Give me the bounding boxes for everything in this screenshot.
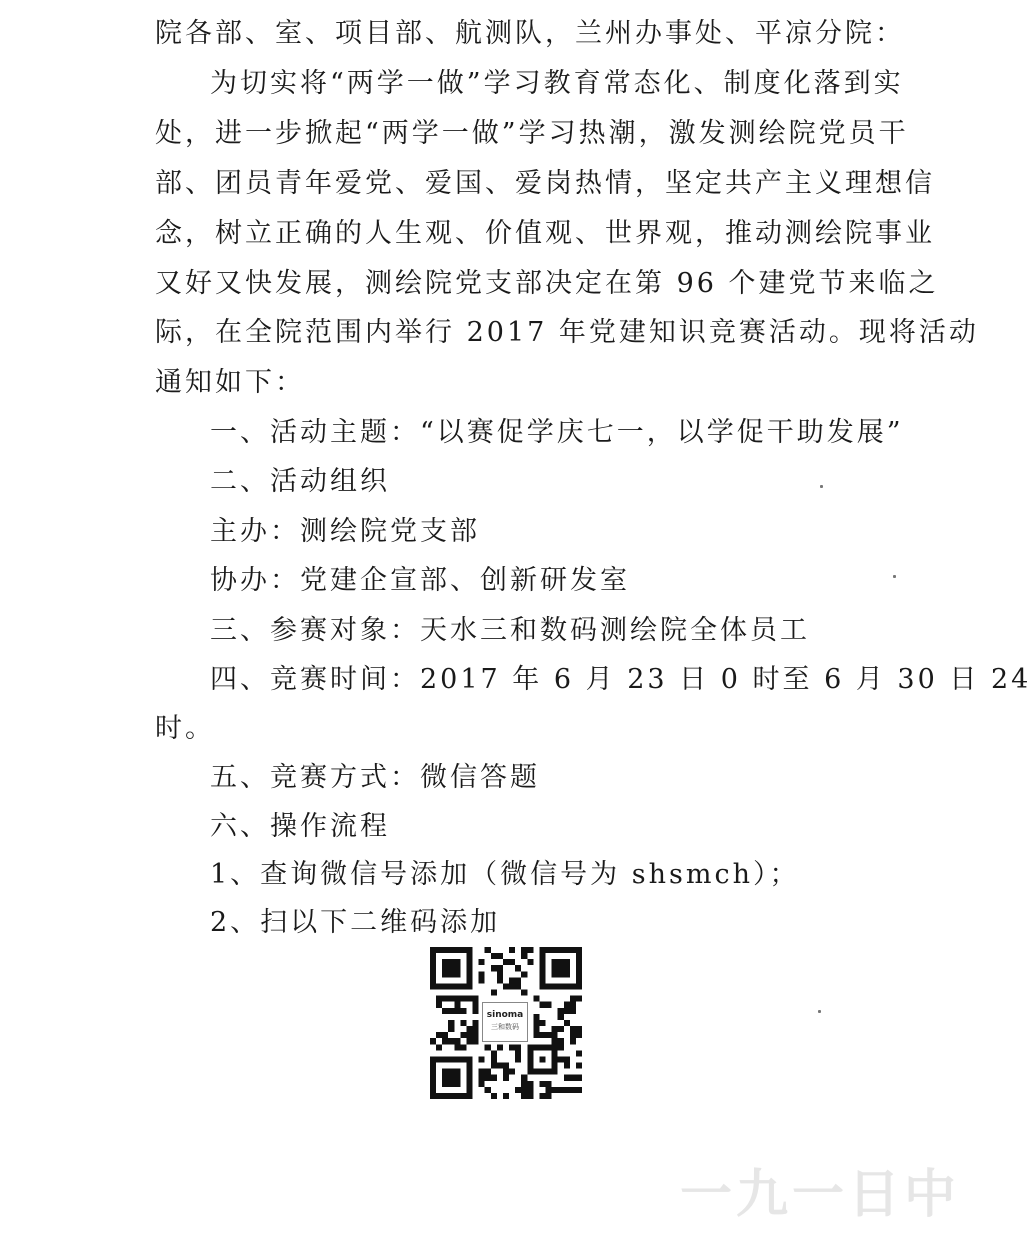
qr-module: [436, 1002, 442, 1008]
qr-module: [515, 965, 521, 971]
qr-module: [515, 983, 521, 989]
qr-module: [448, 1026, 454, 1032]
qr-module: [479, 1081, 485, 1087]
qr-module: [576, 1087, 582, 1093]
qr-module: [491, 1050, 497, 1056]
qr-module: [521, 953, 527, 959]
qr-module: [473, 1032, 479, 1038]
qr-module: [576, 1050, 582, 1056]
qr-module: [515, 1044, 521, 1050]
qr-module: [521, 1081, 527, 1087]
qr-module: [570, 1087, 576, 1093]
qr-module: [570, 1032, 576, 1038]
watermark: 一九一日中: [679, 1165, 960, 1225]
qr-module: [564, 1020, 570, 1026]
qr-module: [539, 1081, 545, 1087]
qr-module: [430, 1038, 436, 1044]
qr-module: [576, 996, 582, 1002]
qr-module: [491, 1056, 497, 1062]
text-line: 部、团员青年爱党、爱国、爱岗热情，坚定共产主义理想信: [155, 168, 935, 199]
qr-module: [497, 1063, 503, 1069]
qr-module: [509, 1044, 515, 1050]
qr-module: [521, 1087, 527, 1093]
text-line: 际，在全院范围内举行 2017 年党建知识竞赛活动。现将活动: [155, 317, 979, 348]
text-line: 处，进一步掀起“两学一做”学习热潮，激发测绘院党员干: [155, 118, 909, 149]
qr-module: [491, 965, 497, 971]
qr-module: [539, 1093, 545, 1099]
qr-module: [491, 953, 497, 959]
qr-module: [558, 1026, 564, 1032]
qr-module: [436, 1044, 442, 1050]
qr-module: [497, 953, 503, 959]
qr-module: [454, 1044, 460, 1050]
qr-module: [570, 1008, 576, 1014]
section-process: 六、操作流程: [210, 811, 390, 842]
qr-module: [558, 1014, 564, 1020]
qr-module: [503, 1063, 509, 1069]
qr-module: [521, 1075, 527, 1081]
qr-module: [491, 1063, 497, 1069]
text-line-paragraph-start: 为切实将“两学一做”学习教育常态化、制度化落到实: [210, 68, 904, 99]
qr-module: [552, 1087, 558, 1093]
qr-module: [564, 1056, 570, 1062]
qr-module: [570, 1002, 576, 1008]
qr-module: [491, 990, 497, 996]
qr-module: [466, 996, 472, 1002]
qr-module: [564, 1075, 570, 1081]
qr-module: [509, 959, 515, 965]
qr-module: [570, 1075, 576, 1081]
qr-module: [448, 1020, 454, 1026]
qr-module: [485, 1087, 491, 1093]
qr-module: [521, 971, 527, 977]
organizer-host: 主办：测绘院党支部: [210, 516, 480, 547]
qr-module: [576, 1075, 582, 1081]
qr-module: [533, 1026, 539, 1032]
qr-module: [473, 1020, 479, 1026]
qr-module: [460, 996, 466, 1002]
qr-module: [539, 1002, 545, 1008]
qr-module: [515, 1056, 521, 1062]
qr-module: [485, 1075, 491, 1081]
qr-module: [564, 1063, 570, 1069]
qr-module: [473, 1008, 479, 1014]
qr-module: [491, 1093, 497, 1099]
qr-module: [497, 965, 503, 971]
qr-module: [497, 971, 503, 977]
qr-logo: [482, 1002, 528, 1042]
qr-module: [479, 1075, 485, 1081]
text-line: 通知如下：: [155, 367, 305, 398]
section-theme: 一、活动主题：“以赛促学庆七一，以学促干助发展”: [210, 417, 904, 448]
qr-module: [515, 977, 521, 983]
qr-module: [570, 996, 576, 1002]
qr-module: [497, 1044, 503, 1050]
qr-module: [570, 1038, 576, 1044]
qr-module: [454, 1038, 460, 1044]
qr-module: [442, 1038, 448, 1044]
qr-module: [521, 1093, 527, 1099]
qr-module: [533, 1032, 539, 1038]
qr-module: [503, 983, 509, 989]
qr-module: [533, 1020, 539, 1026]
qr-module: [454, 1002, 460, 1008]
qr-module: [497, 977, 503, 983]
qr-module: [552, 1032, 558, 1038]
qr-module: [515, 1050, 521, 1056]
qr-module: [473, 1038, 479, 1044]
qr-module: [473, 1002, 479, 1008]
qr-module: [558, 1038, 564, 1044]
qr-module: [564, 1087, 570, 1093]
qr-module: [442, 959, 460, 977]
qr-module: [460, 1020, 466, 1026]
qr-module: [546, 1081, 552, 1087]
qr-module: [454, 1008, 460, 1014]
qr-module: [436, 996, 442, 1002]
qr-module: [527, 959, 533, 965]
qr-module: [485, 1069, 491, 1075]
section-organization: 二、活动组织: [210, 466, 390, 497]
qr-module: [564, 1002, 570, 1008]
qr-module: [485, 947, 491, 953]
qr-module: [479, 1056, 485, 1062]
qr-module: [527, 1093, 533, 1099]
qr-module: [466, 1032, 472, 1038]
section-time-cont: 时。: [155, 713, 215, 744]
step-two: 2、扫以下二维码添加: [210, 907, 501, 938]
qr-module: [570, 1026, 576, 1032]
qr-module: [503, 1069, 509, 1075]
qr-module: [448, 1038, 454, 1044]
qr-module: [491, 1075, 497, 1081]
qr-module: [576, 1032, 582, 1038]
qr-module: [527, 1087, 533, 1093]
qr-module: [546, 1093, 552, 1099]
qr-module: [448, 1008, 454, 1014]
qr-module: [442, 1032, 448, 1038]
qr-module: [454, 996, 460, 1002]
qr-module: [533, 1014, 539, 1020]
qr-module: [509, 983, 515, 989]
qr-module: [479, 1069, 485, 1075]
qr-module: [442, 996, 448, 1002]
qr-module: [552, 1038, 558, 1044]
qr-module: [460, 1044, 466, 1050]
text-line: 又好又快发展，测绘院党支部决定在第 96 个建党节来临之: [155, 268, 939, 299]
qr-module: [576, 1026, 582, 1032]
qr-logo-brand: sinoma: [486, 1010, 524, 1020]
qr-module: [442, 1069, 460, 1087]
qr-module: [436, 1032, 442, 1038]
qr-module: [558, 1044, 564, 1050]
qr-module: [558, 1056, 564, 1062]
qr-module: [539, 1020, 545, 1026]
qr-module: [558, 1008, 564, 1014]
qr-module: [527, 947, 533, 953]
qr-module: [503, 959, 509, 965]
qr-module: [479, 971, 485, 977]
scan-speck: [893, 575, 896, 578]
section-method: 五、竞赛方式：微信答题: [210, 762, 540, 793]
section-time: 四、竞赛时间：2017 年 6 月 23 日 0 时至 6 月 30 日 24: [210, 664, 1031, 695]
qr-module: [539, 1032, 545, 1038]
qr-module: [552, 1026, 558, 1032]
qr-module: [546, 1032, 552, 1038]
qr-module: [546, 1002, 552, 1008]
qr-module: [576, 1063, 582, 1069]
qr-module: [479, 959, 485, 965]
qr-module: [509, 1069, 515, 1075]
qr-module: [503, 1075, 509, 1081]
qr-module: [558, 1087, 564, 1093]
organizer-cohost: 协办：党建企宣部、创新研发室: [210, 565, 630, 596]
qr-module: [448, 996, 454, 1002]
qr-module: [515, 1087, 521, 1093]
qr-module: [521, 990, 527, 996]
qr-module: [509, 977, 515, 983]
qr-module: [460, 1032, 466, 1038]
qr-module: [552, 959, 570, 977]
scan-speck: [818, 1010, 821, 1013]
qr-module: [533, 996, 539, 1002]
qr-logo-subtitle: 三和数码: [491, 1023, 519, 1031]
qr-module: [521, 947, 527, 953]
qr-module: [503, 1093, 509, 1099]
qr-module: [564, 1008, 570, 1014]
qr-module: [466, 1038, 472, 1044]
scan-speck: [820, 485, 823, 488]
step-one: 1、查询微信号添加（微信号为 shsmch）；: [210, 859, 800, 890]
text-line-addressee: 院各部、室、项目部、航测队，兰州办事处、平凉分院：: [155, 18, 905, 49]
qr-module: [539, 1056, 545, 1062]
qr-code: [430, 947, 582, 1099]
text-line: 念，树立正确的人生观、价值观、世界观，推动测绘院事业: [155, 218, 935, 249]
qr-module: [473, 996, 479, 1002]
qr-module: [546, 1087, 552, 1093]
qr-module: [473, 1026, 479, 1032]
qr-module: [466, 1026, 472, 1032]
qr-module: [460, 1008, 466, 1014]
qr-module: [442, 1008, 448, 1014]
qr-module: [479, 977, 485, 983]
qr-module: [527, 1081, 533, 1087]
qr-module: [509, 947, 515, 953]
qr-module: [485, 1044, 491, 1050]
section-participants: 三、参赛对象：天水三和数码测绘院全体员工: [210, 615, 810, 646]
